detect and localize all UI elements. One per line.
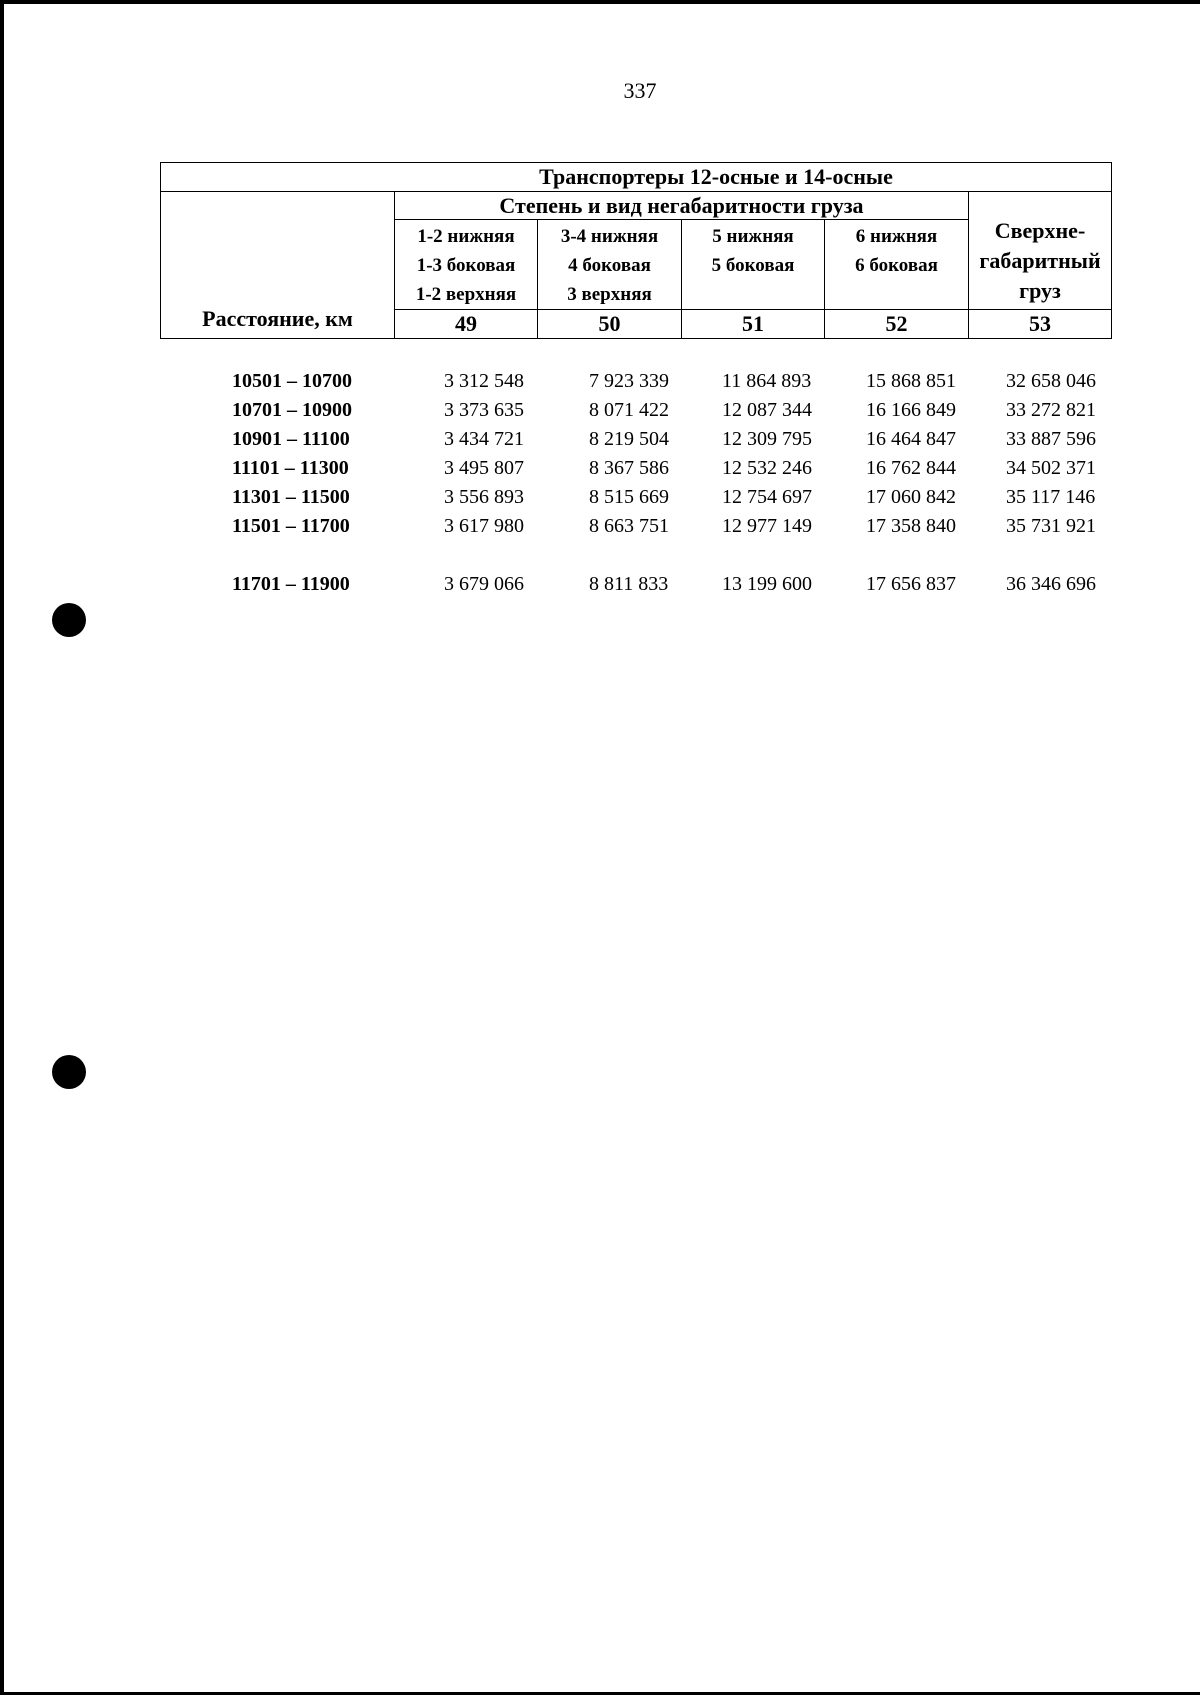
value-cell: 35 117 146 (1006, 486, 1096, 508)
column-number: 50 (538, 310, 682, 339)
column-number: 52 (825, 310, 969, 339)
distance-cell: 10901 – 11100 (232, 428, 350, 450)
punch-hole-mark (52, 1055, 86, 1089)
table-header (160, 162, 1112, 339)
distance-cell: 10701 – 10900 (232, 399, 352, 421)
header-line: 6 нижняя (855, 226, 938, 247)
distance-cell: 11301 – 11500 (232, 486, 350, 508)
value-cell: 3 312 548 (444, 370, 524, 392)
header-line: 1-3 боковая (416, 255, 516, 276)
value-cell: 34 502 371 (1006, 457, 1096, 479)
value-cell: 11 864 893 (722, 370, 812, 392)
value-cell: 8 367 586 (589, 457, 669, 479)
header-line: 5 нижняя (712, 226, 794, 247)
value-cell: 3 495 807 (444, 457, 524, 479)
header-line: габаритный (979, 248, 1101, 273)
value-cell: 3 617 980 (444, 515, 524, 537)
distance-header: Расстояние, км (161, 192, 395, 339)
value-cell: 3 373 635 (444, 399, 524, 421)
page-number: 337 (623, 78, 657, 103)
value-cell: 35 731 921 (1006, 515, 1096, 537)
header-line: 1-2 нижняя (417, 226, 515, 247)
column-header-49 (395, 220, 538, 310)
punch-hole-mark (52, 603, 86, 637)
value-cell: 36 346 696 (1006, 573, 1096, 595)
column-number: 51 (682, 310, 825, 339)
distance-cell: 11701 – 11900 (232, 573, 350, 595)
header-line: 3-4 нижняя (560, 226, 659, 247)
value-cell: 17 656 837 (866, 573, 956, 595)
header-line: 3 верхняя (567, 284, 652, 305)
distance-cell: 11101 – 11300 (232, 457, 349, 479)
value-cell: 3 679 066 (444, 573, 524, 595)
value-cell: 8 663 751 (589, 515, 669, 537)
header-line: 5 боковая (711, 255, 795, 276)
value-cell: 3 434 721 (444, 428, 524, 450)
value-cell: 33 272 821 (1006, 399, 1096, 421)
value-cell: 8 071 422 (589, 399, 669, 421)
column-number: 53 (969, 310, 1112, 339)
value-cell: 8 515 669 (589, 486, 669, 508)
header-line: 1-2 верхняя (415, 284, 517, 305)
value-cell: 8 811 833 (589, 573, 669, 595)
distance-cell: 10501 – 10700 (232, 370, 352, 392)
header-line: 4 боковая (568, 255, 651, 276)
value-cell: 8 219 504 (589, 428, 669, 450)
header-line: груз (1019, 278, 1061, 303)
value-cell: 33 887 596 (1006, 428, 1096, 450)
distance-cell: 11501 – 11700 (232, 515, 350, 537)
table-title: Транспортеры 12-осные и 14-осные (161, 163, 1112, 192)
group-header: Степень и вид негабаритности груза (395, 192, 969, 220)
value-cell: 12 532 246 (722, 457, 812, 479)
value-cell: 12 087 344 (722, 399, 812, 421)
value-cell: 32 658 046 (1006, 370, 1096, 392)
column-header-52 (825, 220, 969, 310)
value-cell: 15 868 851 (866, 370, 956, 392)
value-cell: 12 309 795 (722, 428, 812, 450)
value-cell: 16 166 849 (866, 399, 956, 421)
header-line: 6 боковая (855, 255, 938, 276)
column-header-50 (538, 220, 682, 310)
value-cell: 12 977 149 (722, 515, 812, 537)
column-header-51 (682, 220, 825, 310)
value-cell: 13 199 600 (722, 573, 812, 595)
value-cell: 12 754 697 (722, 486, 812, 508)
value-cell: 16 762 844 (866, 457, 956, 479)
column-number: 49 (395, 310, 538, 339)
header-line: Сверхне- (994, 218, 1086, 243)
value-cell: 7 923 339 (589, 370, 669, 392)
value-cell: 17 358 840 (866, 515, 956, 537)
column-header-53 (969, 192, 1112, 310)
value-cell: 17 060 842 (866, 486, 956, 508)
value-cell: 3 556 893 (444, 486, 524, 508)
value-cell: 16 464 847 (866, 428, 956, 450)
